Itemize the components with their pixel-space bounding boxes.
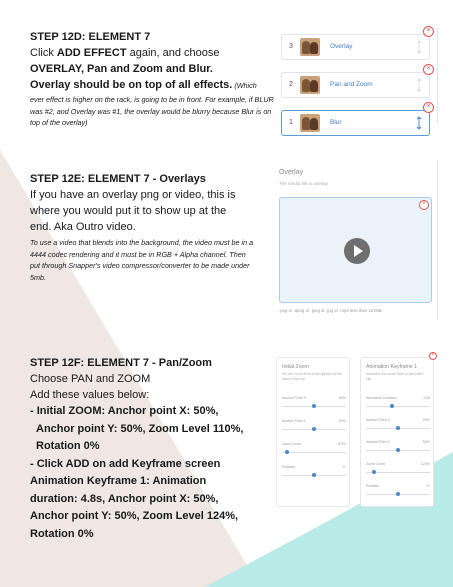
slider-label: Anchor Point X — [282, 396, 306, 400]
drag-handle-icon[interactable] — [416, 40, 422, 54]
close-icon[interactable]: × — [423, 26, 434, 37]
slider-knob[interactable] — [390, 404, 394, 408]
slider-field — [366, 462, 430, 476]
step-12d — [30, 30, 275, 129]
effect-thumbnail — [300, 38, 320, 56]
step-12f-line-1: Choose PAN and ZOOM — [30, 373, 151, 385]
step-12d-line-2: OVERLAY, Pan and Zoom and Blur. — [30, 63, 213, 75]
close-icon[interactable]: × — [423, 102, 434, 113]
close-icon[interactable]: × — [423, 64, 434, 75]
effect-thumbnail — [300, 114, 320, 132]
effect-order-number: 3 — [289, 43, 293, 50]
step-12f — [30, 356, 280, 543]
step-12e-note: To use a video that blends into the background, the video must be in a 4444 codec rendering and it must be in RGB + Alpha channel. Then put through Snapper's video compressor/converter to be made under 5mb. — [30, 238, 254, 282]
play-icon[interactable] — [344, 238, 370, 264]
slider-label: Zoom Level — [366, 462, 385, 466]
overlay-panel-subtitle: The media file to overlay — [279, 181, 329, 186]
slider-track[interactable] — [366, 406, 430, 407]
slider-knob[interactable] — [285, 450, 289, 454]
step-12d-line-3: Overlay should be on top of all effects. (Which — [30, 79, 257, 91]
effects-rack-divider — [437, 28, 438, 123]
slider-field — [282, 442, 346, 456]
step-12f-value-8: Rotation 0% — [30, 527, 94, 540]
slider-track[interactable] — [282, 452, 346, 453]
step-12f-value-3: Rotation 0% — [36, 440, 100, 452]
slider-knob[interactable] — [396, 448, 400, 452]
overlay-panel-divider — [437, 160, 438, 320]
effect-order-number: 1 — [289, 119, 293, 126]
effect-label: Overlay — [330, 43, 353, 50]
effect-thumbnail — [300, 76, 320, 94]
effect-label: Pan and Zoom — [330, 81, 373, 88]
step-12f-value-7: Anchor point Y: 50%, Zoom Level 124%, — [30, 510, 239, 522]
step-12f-value-1: - Initial ZOOM: Anchor point X: 50%, — [30, 405, 219, 417]
animation-keyframe-panel — [360, 357, 434, 507]
slider-value: 50% — [338, 396, 346, 400]
slider-value: 50% — [338, 419, 346, 423]
drag-handle-icon[interactable] — [416, 116, 422, 130]
step-12e-line-1: If you have an overlay png or video, this is — [30, 189, 236, 201]
animation-keyframe-title: Animation Keyframe 1 — [366, 364, 418, 370]
effect-row-blur[interactable] — [281, 110, 430, 136]
overlay-file-requirements: .png or .apng or .jpeg or .jpg or .mp4 less than 15 MiB — [279, 308, 382, 313]
slider-knob[interactable] — [396, 426, 400, 430]
step-12e — [30, 172, 275, 283]
slider-value: 50% — [422, 418, 430, 422]
effect-order-number: 2 — [289, 81, 293, 88]
slider-value: 124% — [420, 462, 430, 466]
slider-field — [282, 396, 346, 410]
slider-label: Animation Duration — [366, 396, 397, 400]
slider-knob[interactable] — [312, 427, 316, 431]
slider-value: 4.8s — [423, 396, 430, 400]
slider-value: 0° — [426, 484, 430, 488]
effect-row-pan-and-zoom[interactable] — [281, 72, 430, 98]
slider-value: 0° — [342, 465, 346, 469]
step-12d-heading: STEP 12D: ELEMENT 7 — [30, 31, 151, 43]
step-12e-heading: STEP 12E: ELEMENT 7 - Overlays — [30, 173, 206, 185]
slider-field — [366, 418, 430, 432]
effect-row-overlay[interactable] — [281, 34, 430, 60]
slider-label: Rotation — [282, 465, 296, 469]
slider-knob[interactable] — [312, 473, 316, 477]
initial-zoom-title: Initial Zoom — [282, 364, 309, 370]
step-12f-value-4: - Click ADD on add Keyframe screen — [30, 457, 221, 470]
drag-handle-icon[interactable] — [416, 78, 422, 92]
step-12d-line-1: Click ADD EFFECT again, and choose — [30, 47, 220, 59]
step-12f-value-2: Anchor point Y: 50%, Zoom Level 110%, — [36, 422, 244, 435]
slider-knob[interactable] — [396, 492, 400, 496]
effect-label: Blur — [330, 119, 342, 126]
slider-value: 110% — [337, 442, 346, 446]
step-12f-value-6: duration: 4.8s, Anchor point X: 50%, — [30, 492, 219, 505]
overlay-panel-title: Overlay — [279, 169, 304, 176]
close-icon[interactable]: × — [419, 200, 429, 210]
slider-value: 50% — [422, 440, 430, 444]
step-12f-line-2: Add these values below: — [30, 389, 150, 401]
slider-label: Anchor Point Y — [282, 419, 306, 423]
slider-field — [366, 440, 430, 454]
animation-keyframe-subtitle: Animates the zoom level in the entire clip — [366, 372, 424, 381]
slider-label: Anchor Point X — [366, 418, 390, 422]
slider-field — [366, 484, 430, 498]
initial-zoom-subtitle: Set the zoom level to be applied at the start of the clip — [282, 372, 342, 381]
step-12e-line-2: where you would put it to show up at the — [30, 205, 227, 217]
slider-label: Anchor Point Y — [366, 440, 390, 444]
step-12f-value-5: Animation Keyframe 1: Animation — [30, 475, 207, 487]
initial-zoom-panel — [276, 357, 350, 507]
slider-field — [282, 465, 346, 479]
slider-knob[interactable] — [312, 404, 316, 408]
slider-field — [366, 396, 430, 410]
step-12f-heading: STEP 12F: ELEMENT 7 - Pan/Zoom — [30, 357, 212, 369]
slider-label: Rotation — [366, 484, 380, 488]
slider-field — [282, 419, 346, 433]
step-12e-line-3: end. Aka Outro video. — [30, 221, 136, 233]
step-12d-note: ever effect is higher on the rack, is going to be in front. For example, if BLUR was #2, and Overlay was #1, the overlay would be blurry because Blur is on top of the overlay) — [30, 95, 274, 127]
slider-label: Zoom Level — [282, 442, 301, 446]
close-icon[interactable]: × — [429, 352, 437, 360]
slider-knob[interactable] — [372, 470, 376, 474]
